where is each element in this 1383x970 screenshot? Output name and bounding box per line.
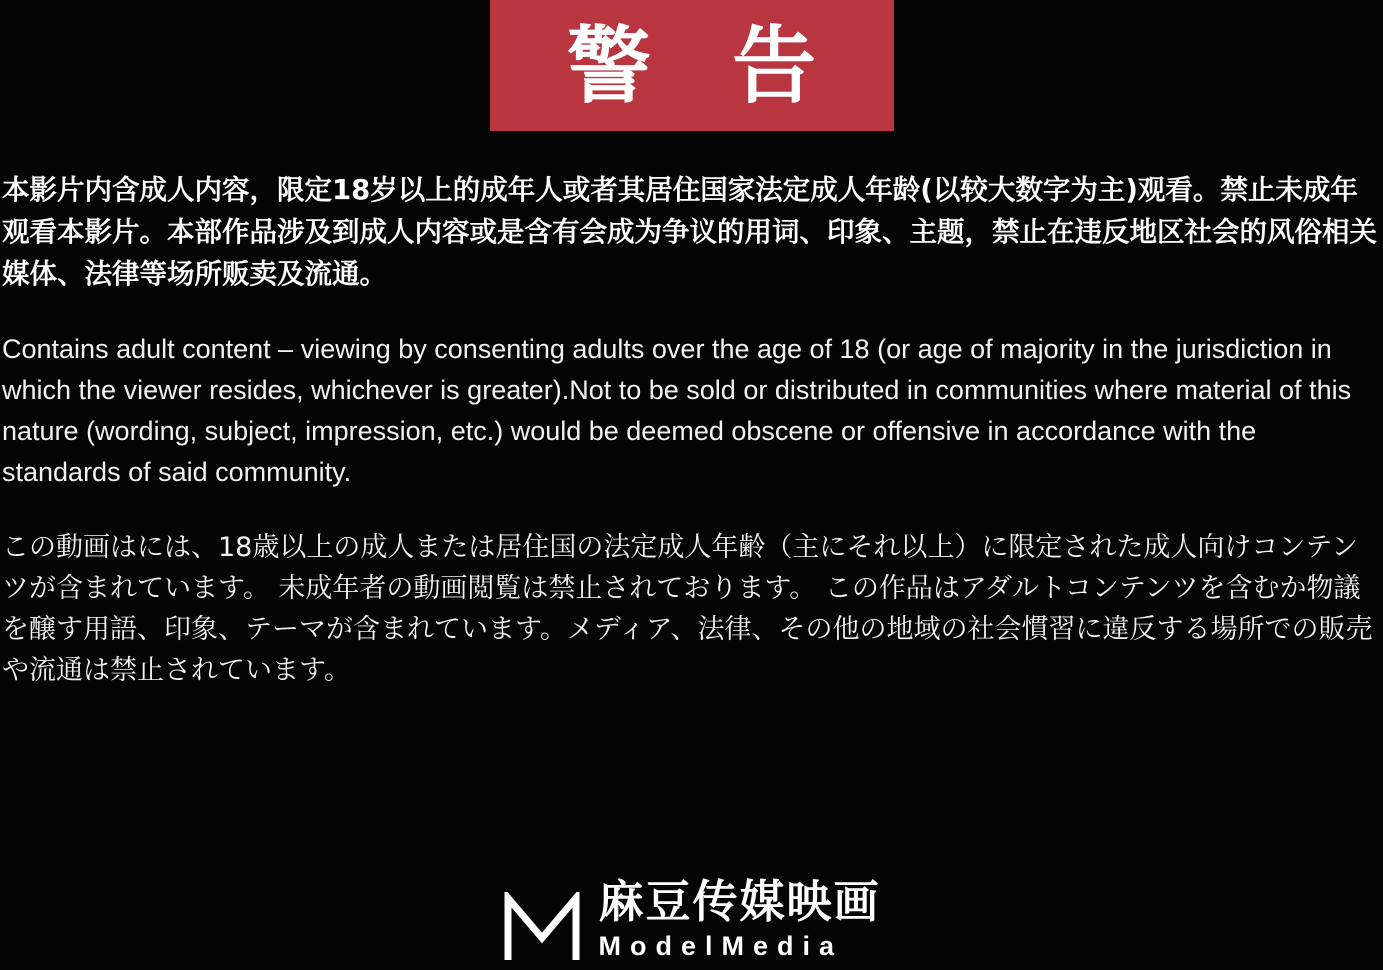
- logo-english: ModelMedia: [598, 931, 843, 961]
- warning-banner-label: 警 告: [566, 16, 843, 115]
- warning-banner: [490, 0, 894, 131]
- warning-banner-container: [0, 0, 1383, 131]
- logo-text: [598, 877, 880, 964]
- logo-chinese: 麻豆传媒映画: [598, 875, 881, 928]
- notice-english: Contains adult content – viewing by consenting adults over the age of 18 (or age of majority in the jurisdiction in which the viewer resides, whichever is greater).Not to be sold or distributed in communities where material of this nature (wording, subject, impression, etc.) would be deemed obscene or offensive in accordance with the standards of said community.: [2, 334, 1352, 487]
- notice-content: [0, 169, 1383, 691]
- notice-chinese: 本影片内含成人内容，限定18岁以上的成年人或者其居住国家法定成人年龄(以较大数字为主)观看。禁止未成年观看本影片。本部作品涉及到成人内容或是含有会成为争议的用词、印象、主题，禁止在违反地区社会的风俗相关媒体、法律等场所贩卖及流通。: [2, 174, 1377, 290]
- brand-logo: [0, 877, 1383, 964]
- logo-m-icon: [502, 892, 582, 964]
- notice-japanese: この動画はには、18歳以上の成人または居住国の法定成人年齢（主にそれ以上）に限定された成人向けコンテンツが含まれています。 未成年者の動画閲覧は禁止されております。 この作品はアダルトコンテンツを含むか物議を醸す用語、印象、テーマが含まれています。メディア、法律、その他の地域の社会慣習に違反する場所での販売や流通は禁止されています。: [2, 532, 1373, 686]
